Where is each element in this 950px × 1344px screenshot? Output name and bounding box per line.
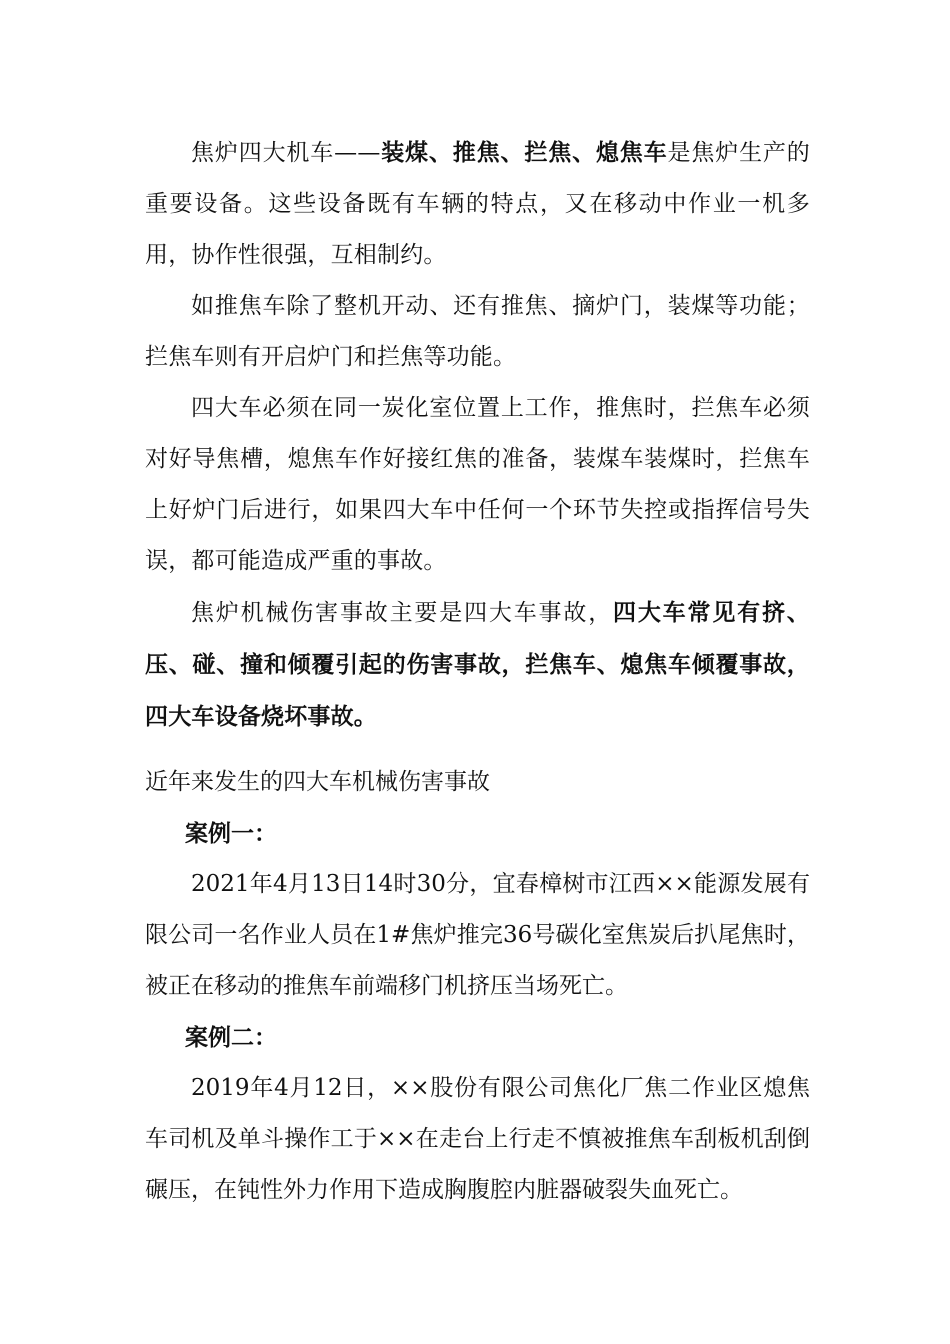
intro-p1-tail: 是焦炉生产的重要设备。这些设备既有车辆的特点，又在移动中作业一机多用，协作性很强，互相制约。 [145,140,810,268]
section-heading: 近年来发生的四大车机械伤害事故 [145,769,490,795]
case-1-title: 案例一： [185,820,277,847]
intro-p1-bold: 装煤、推焦、拦焦、熄焦车 [380,139,668,166]
case-1-text: 2021年4月13日14时30分，宜春樟树市江西××能源发展有限公司一名作业人员在1#焦炉推完36号碳化室焦炭后扒尾焦时，被正在移动的推焦车前端移门机挤压当场死亡。 [145,871,810,999]
intro-paragraph-4 [145,587,810,743]
intro-p1-lead: 焦炉四大机车—— [191,140,381,166]
intro-p4-bold: 四大车常见有挤、压、碰、撞和倾覆引起的伤害事故，拦焦车、熄焦车倾覆事故，四大车设备烧坏事故。 [145,599,810,730]
intro-p4-lead: 焦炉机械伤害事故主要是四大车事故， [191,600,614,626]
document-page [145,127,810,1216]
intro-paragraph-3: 四大车必须在同一炭化室位置上工作，推焦时，拦焦车必须对好导焦槽，熄焦车作好接红焦的准备，装煤车装煤时，拦焦车上好炉门后进行，如果四大车中任何一个环节失控或指挥信号失误，都可能造成严重的事故。 [145,395,810,574]
case-2-text: 2019年4月12日，××股份有限公司焦化厂焦二作业区熄焦车司机及单斗操作工于××在走台上行走不慎被推焦车刮板机刮倒碾压，在钝性外力作用下造成胸腹腔内脏器破裂失血死亡。 [145,1075,810,1203]
intro-paragraph-2: 如推焦车除了整机开动、还有推焦、摘炉门，装煤等功能；拦焦车则有开启炉门和拦焦等功能。 [145,293,810,370]
case-2-title: 案例二： [185,1024,277,1051]
intro-paragraph-1 [145,127,810,281]
